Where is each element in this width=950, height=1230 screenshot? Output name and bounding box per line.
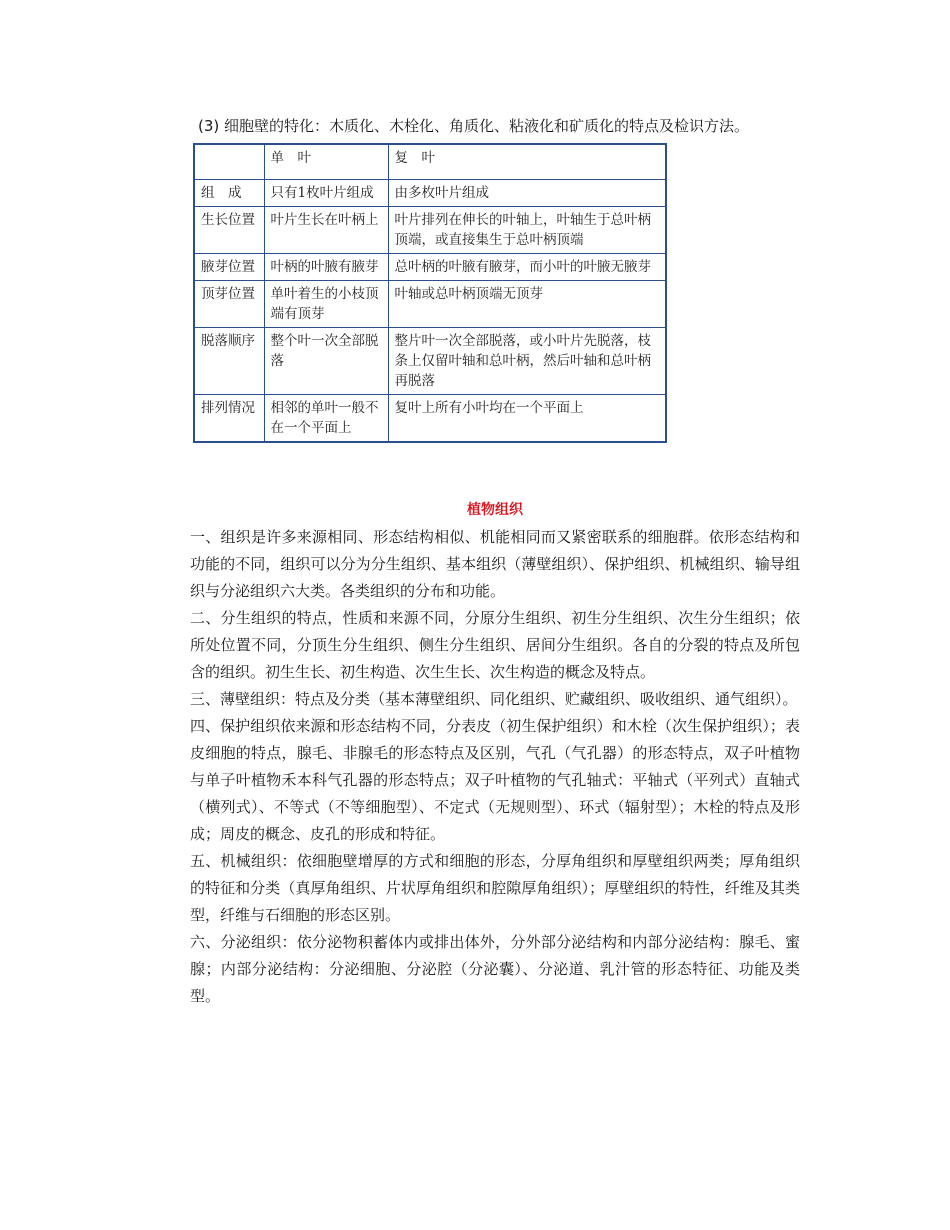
paragraph-mechanical-tissue: 五、机械组织：依细胞壁增厚的方式和细胞的形态，分厚角组织和厚壁组织两类；厚角组织的特征和分类（真厚角组织、片状厚角组织和腔隙厚角组织）；厚壁组织的特性，纤维及其类型，纤维与石细胞的形态区别。 [190, 852, 800, 924]
body-text [190, 524, 800, 1010]
table-cell: 复叶上所有小叶均在一个平面上 [388, 395, 666, 443]
table-cell: 腋芽位置 [194, 254, 264, 281]
table-cell: 叶片排列在伸长的叶轴上，叶轴生于总叶柄顶端，或直接集生于总叶柄顶端 [388, 207, 666, 254]
table-cell: 排列情况 [194, 395, 264, 443]
table-cell: 叶柄的叶腋有腋芽 [264, 254, 388, 281]
table-row [194, 395, 666, 443]
table-cell: 整片叶一次全部脱落，或小叶片先脱落，枝条上仅留叶轴和总叶柄，然后叶轴和总叶柄再脱落 [388, 328, 666, 395]
table-cell: 只有1枚叶片组成 [264, 180, 388, 207]
table-header-cell [194, 144, 264, 180]
simple-vs-compound-leaf-table [193, 143, 667, 443]
cell-wall-specialization-line: (3) 细胞壁的特化：木质化、木栓化、角质化、粘液化和矿质化的特点及检识方法。 [198, 117, 750, 135]
table-row [194, 328, 666, 395]
paragraph-tissue-definition: 一、组织是许多来源相同、形态结构相似、机能相同而又紧密联系的细胞群。依形态结构和功能的不同，组织可以分为分生组织、基本组织（薄壁组织）、保护组织、机械组织、输导组织与分泌组织六大类。各类组织的分布和功能。 [190, 528, 800, 600]
table-row [194, 207, 666, 254]
paragraph-secretory-tissue: 六、分泌组织：依分泌物积蓄体内或排出体外，分外部分泌结构和内部分泌结构：腺毛、蜜腺；内部分泌结构：分泌细胞、分泌腔（分泌囊）、分泌道、乳汁管的形态特征、功能及类型。 [190, 933, 800, 1005]
table-cell: 顶芽位置 [194, 281, 264, 328]
paragraph-protective-tissue: 四、保护组织依来源和形态结构不同，分表皮（初生保护组织）和木栓（次生保护组织）；表皮细胞的特点，腺毛、非腺毛的形态特点及区别，气孔（气孔器）的形态特点，双子叶植物与单子叶植物禾本科气孔器的形态特点；双子叶植物的气孔轴式：平轴式（平列式）直轴式（横列式）、不等式（不等细胞型）、不定式（无规则型）、环式（辐射型）；木栓的特点及形成；周皮的概念、皮孔的形成和特征。 [190, 717, 800, 843]
table-cell: 总叶柄的叶腋有腋芽，而小叶的叶腋无腋芽 [388, 254, 666, 281]
table-cell: 由多枚叶片组成 [388, 180, 666, 207]
section-title-plant-tissue: 植物组织 [467, 502, 523, 518]
table-cell: 单叶着生的小枝顶端有顶芽 [264, 281, 388, 328]
table-row [194, 281, 666, 328]
table-cell: 组 成 [194, 180, 264, 207]
table-header-cell: 复 叶 [388, 144, 666, 180]
table-header-cell: 单 叶 [264, 144, 388, 180]
table-cell: 生长位置 [194, 207, 264, 254]
paragraph-parenchyma: 三、薄壁组织：特点及分类（基本薄壁组织、同化组织、贮藏组织、吸收组织、通气组织）。 [190, 690, 798, 708]
table-cell: 整个叶一次全部脱落 [264, 328, 388, 395]
table-cell: 相邻的单叶一般不在一个平面上 [264, 395, 388, 443]
table-row [194, 180, 666, 207]
table-cell: 脱落顺序 [194, 328, 264, 395]
paragraph-meristem: 二、分生组织的特点，性质和来源不同，分原分生组织、初生分生组织、次生分生组织；依所处位置不同，分顶生分生组织、侧生分生组织、居间分生组织。各自的分裂的特点及所包含的组织。初生生长、初生构造、次生生长、次生构造的概念及特点。 [190, 609, 800, 681]
table-row [194, 254, 666, 281]
table-cell: 叶片生长在叶柄上 [264, 207, 388, 254]
table-cell: 叶轴或总叶柄顶端无顶芽 [388, 281, 666, 328]
table-header-row [194, 144, 666, 180]
